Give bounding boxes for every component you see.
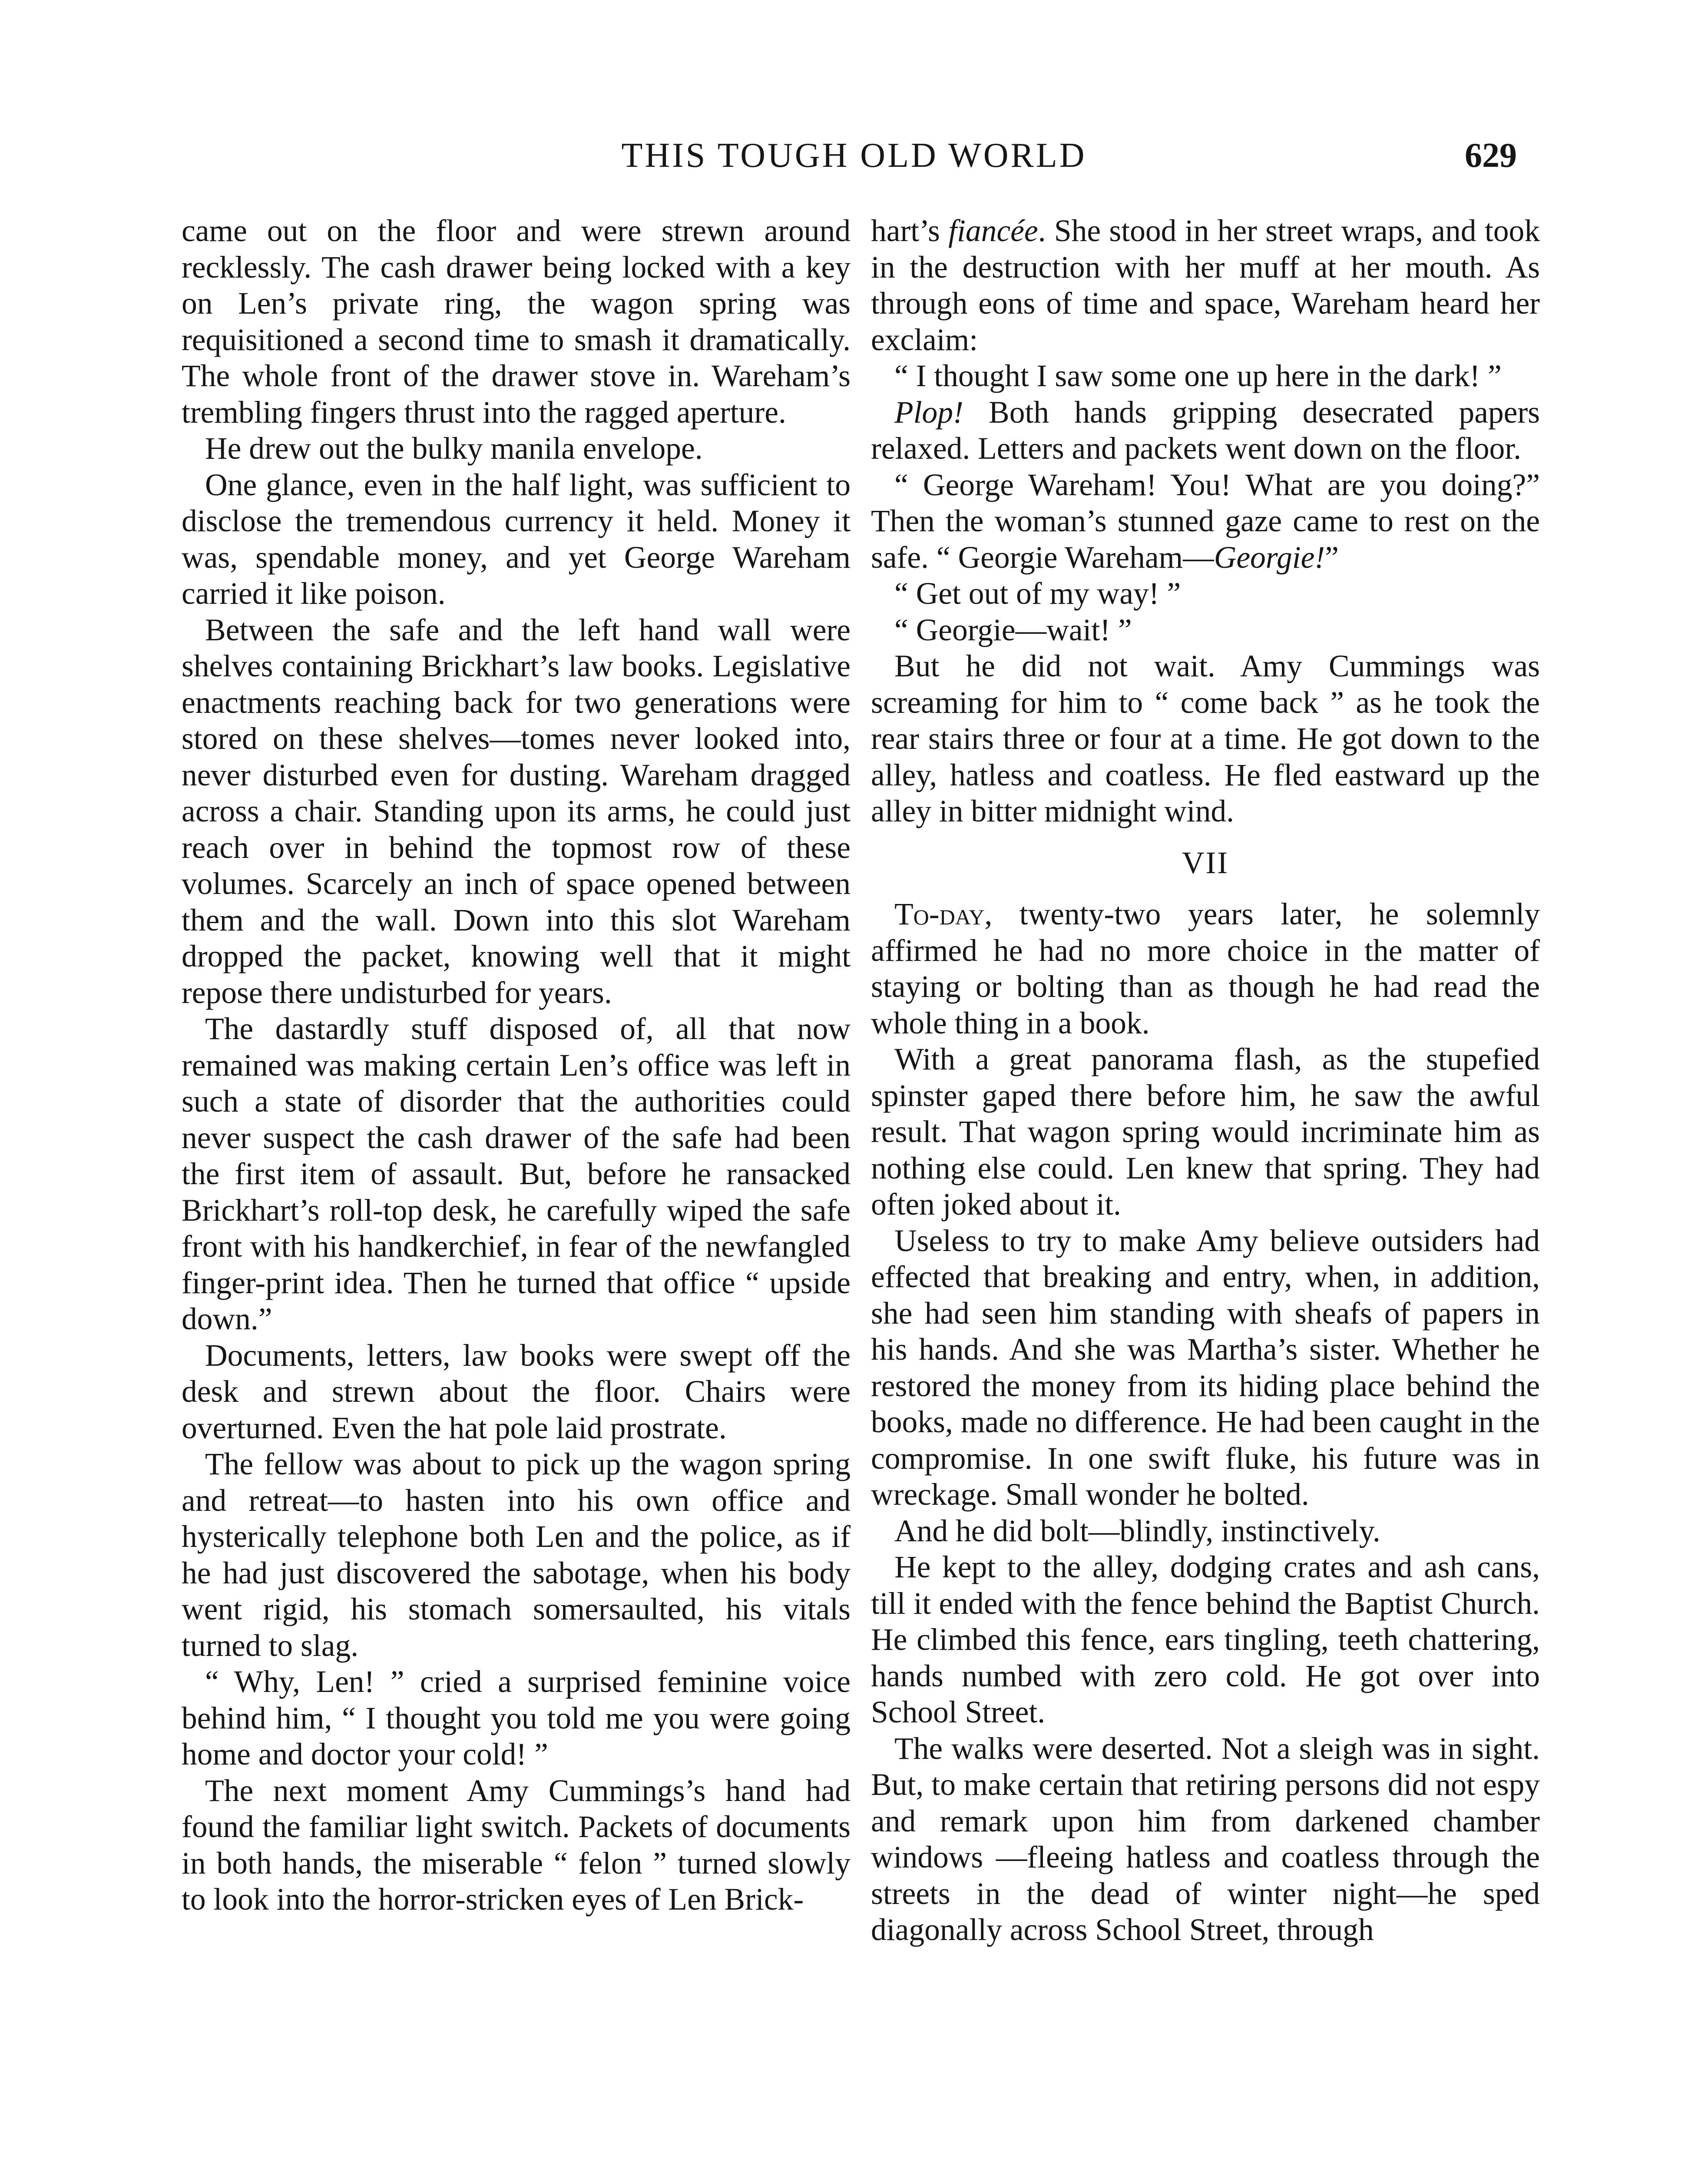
section-heading: VII xyxy=(1182,845,1229,880)
running-title: THIS TOUGH OLD WORLD xyxy=(621,136,1087,175)
paragraph: And he did bolt—blindly, instinctively. xyxy=(894,1513,1380,1548)
paragraph: He drew out the bulky manila envelope. xyxy=(205,431,703,466)
paragraph: He kept to the alley, dodging crates and ash cans, till it ended with the fence behind the Baptist Church. He climbed this fence, ears tingling, teeth chattering, hands numbed with zero cold. He got over into School Street. xyxy=(871,1550,1540,1729)
paragraph: Documents, letters, law books were swept off the desk and strewn about the floor. Chairs were overturned. Even the hat pole laid prostrate. xyxy=(182,1338,851,1445)
paragraph: “ Why, Len! ” cried a surprised feminine voice behind him, “ I thought you told me you were going home and doctor your cold! ” xyxy=(182,1665,851,1771)
paragraph: “ George Wareham! You! What are you doing?” Then the woman’s stunned gaze came to rest on the safe. “ Georgie Wareham—Georgie!” xyxy=(871,467,1540,575)
paragraph: One glance, even in the half light, was sufficient to disclose the tremendous currency it held. Money it was, spendable money, and yet George Wareham carried it like poison. xyxy=(182,467,851,611)
paragraph: The dastardly stuff disposed of, all that now remained was making certain Len’s office was left in such a state of disorder that the authorities could never suspect the cash drawer of the safe had been the first item of assault. But, before he ransacked Brickhart’s roll-top desk, he carefully wiped the safe front with his handkerchief, in fear of the newfangled finger-print idea. Then he turned that office “ upside down.” xyxy=(182,1012,851,1336)
paragraph: “ Georgie—wait! ” xyxy=(894,613,1132,647)
paragraph: hart’s fiancée. She stood in her street wraps, and took in the destruction with her muff at her mouth. As through eons of time and space, Wareham heard her exclaim: xyxy=(871,214,1540,357)
paragraph: The fellow was about to pick up the wagon spring and retreat—to hasten into his own office and hysterically telephone both Len and the police, as if he had just discovered the sabotage, when his body went rigid, his stomach somersaulted, his vitals turned to slag. xyxy=(182,1447,851,1663)
paragraph: But he did not wait. Amy Cummings was screaming for him to “ come back ” as he took the rear stairs three or four at a time. He got down to the alley, hatless and coatless. He fled eastward up the alley in bitter midnight wind. xyxy=(871,649,1540,828)
paragraph: “ I thought I saw some one up here in the dark! ” xyxy=(894,359,1502,393)
paragraph: Plop! Both hands gripping desecrated papers relaxed. Letters and packets went down on the floor. xyxy=(871,395,1540,466)
paragraph: Useless to try to make Amy believe outsiders had effected that breaking and entry, when, in addition, she had seen him standing with sheafs of papers in his hands. And she was Martha’s sister. Whether he restored the money from its hiding place behind the books, made no difference. He had been caught in the compromise. In one swift fluke, his future was in wreckage. Small wonder he bolted. xyxy=(871,1223,1540,1512)
left-column xyxy=(182,213,851,1918)
paragraph: The walks were deserted. Not a sleigh was in sight. But, to make certain that retiring persons did not espy and remark upon him from darkened chamber windows —fleeing hatless and coatless through the streets in the dead of winter night—he sped diagonally across School Street, through xyxy=(871,1731,1540,1947)
right-column xyxy=(871,213,1540,1948)
paragraph: With a great panorama flash, as the stupefied spinster gaped there before him, he saw the awful result. That wagon spring would incriminate him as nothing else could. Len knew that spring. They had often joked about it. xyxy=(871,1042,1540,1222)
paragraph: To-day, twenty-two years later, he solemnly affirmed he had no more choice in the matter of staying or bolting than as though he had read the whole thing in a book. xyxy=(871,897,1540,1040)
page-number: 629 xyxy=(1465,136,1517,175)
paragraph: The next moment Amy Cummings’s hand had found the familiar light switch. Packets of documents in both hands, the miserable “ felon ” turned slowly to look into the horror-stricken eyes of Len Brick- xyxy=(182,1773,851,1917)
paragraph: came out on the floor and were strewn around recklessly. The cash drawer being locked with a key on Len’s private ring, the wagon spring was requisitioned a second time to smash it dramatically. The whole front of the drawer stove in. Wareham’s trembling fingers thrust into the ragged aperture. xyxy=(182,214,851,430)
paragraph: Between the safe and the left hand wall were shelves containing Brickhart’s law books. Legislative enactments reaching back for two generations were stored on these shelves—tomes never looked into, never disturbed even for dusting. Wareham dragged across a chair. Standing upon its arms, he could just reach over in behind the topmost row of these volumes. Scarcely an inch of space opened between them and the wall. Down into this slot Wareham dropped the packet, knowing well that it might repose there undisturbed for years. xyxy=(182,613,851,1010)
paragraph: “ Get out of my way! ” xyxy=(894,576,1181,611)
